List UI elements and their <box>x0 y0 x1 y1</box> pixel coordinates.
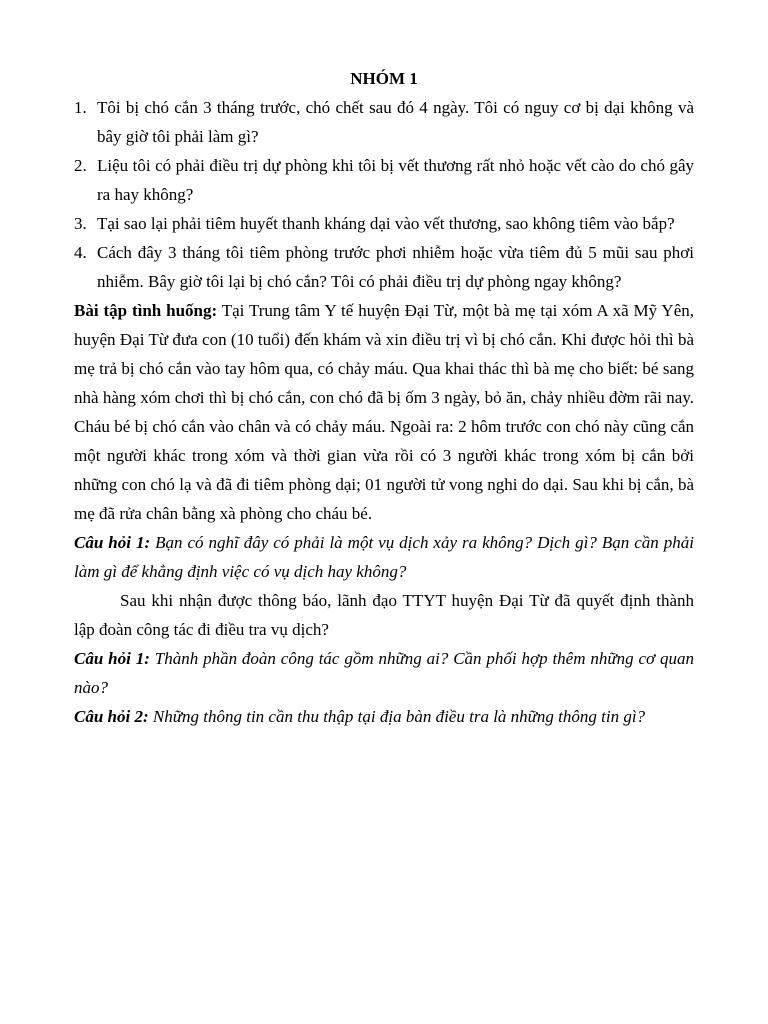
question-1a-paragraph <box>74 528 694 586</box>
question-number: 3. <box>74 214 87 233</box>
question-text: Cách đây 3 tháng tôi tiêm phòng trước phơi nhiễm hoặc vừa tiêm đủ 5 mũi sau phơi nhiễm. Bây giờ tôi lại bị chó cắn? Tôi có phải điều trị dự phòng ngay không? <box>97 243 694 291</box>
question-list <box>74 93 694 296</box>
question-text: Liệu tôi có phải điều trị dự phòng khi tôi bị vết thương rất nhỏ hoặc vết cào do chó gây ra hay không? <box>97 156 694 204</box>
case-study-text: Tại Trung tâm Y tế huyện Đại Từ, một bà mẹ tại xóm A xã Mỹ Yên, huyện Đại Từ đưa con (10 tuổi) đến khám và xin điều trị vì bị chó cắn. Khi được hỏi thì bà mẹ trả bị chó cắn vào tay hôm qua, có chảy máu. Qua khai thác thì bà mẹ cho biết: bé sang nhà hàng xóm chơi thì bị chó cắn, con chó đã bị ốm 3 ngày, bỏ ăn, chảy nhiều đờm rãi nay. Cháu bé bị chó cắn vào chân và có chảy máu. Ngoài ra: 2 hôm trước con chó này cũng cắn một người khác trong xóm và thời gian vừa rồi có 3 người khác trong xóm bị cắn bởi những con chó lạ và đã đi tiêm phòng dại; 01 người tử vong nghi do dại. Sau khi bị cắn, bà mẹ đã rửa chân bằng xà phòng cho cháu bé. <box>74 301 694 523</box>
question-2-text: Những thông tin cần thu thập tại địa bàn điều tra là những thông tin gì? <box>148 707 646 726</box>
question-2-paragraph <box>74 702 694 731</box>
question-number: 4. <box>74 243 87 262</box>
question-text: Tại sao lại phải tiêm huyết thanh kháng dại vào vết thương, sao không tiêm vào bắp? <box>97 214 675 233</box>
case-study-paragraph <box>74 296 694 528</box>
question-1b-text: Thành phần đoàn công tác gồm những ai? Cần phối hợp thêm những cơ quan nào? <box>74 649 694 697</box>
question-item-1 <box>74 93 694 151</box>
case-study-label: Bài tập tình huống: <box>74 301 218 320</box>
question-item-3 <box>74 209 694 238</box>
followup-paragraph: Sau khi nhận được thông báo, lãnh đạo TTYT huyện Đại Từ đã quyết định thành lập đoàn công tác đi điều tra vụ dịch? <box>74 591 694 639</box>
question-number: 1. <box>74 98 87 117</box>
question-1a-label: Câu hỏi 1: <box>74 533 151 552</box>
page-title: NHÓM 1 <box>350 69 418 88</box>
question-1b-label: Câu hỏi 1: <box>74 649 150 668</box>
question-1a-text: Bạn có nghĩ đây có phải là một vụ dịch xảy ra không? Dịch gì? Bạn cần phải làm gì để khẳng định việc có vụ dịch hay không? <box>74 533 694 581</box>
document-page <box>74 64 694 731</box>
question-item-4 <box>74 238 694 296</box>
question-text: Tôi bị chó cắn 3 tháng trước, chó chết sau đó 4 ngày. Tôi có nguy cơ bị dại không và bây giờ tôi phải làm gì? <box>97 98 694 146</box>
question-item-2 <box>74 151 694 209</box>
question-2-label: Câu hỏi 2: <box>74 707 149 726</box>
question-number: 2. <box>74 156 87 175</box>
question-1b-paragraph <box>74 644 694 702</box>
